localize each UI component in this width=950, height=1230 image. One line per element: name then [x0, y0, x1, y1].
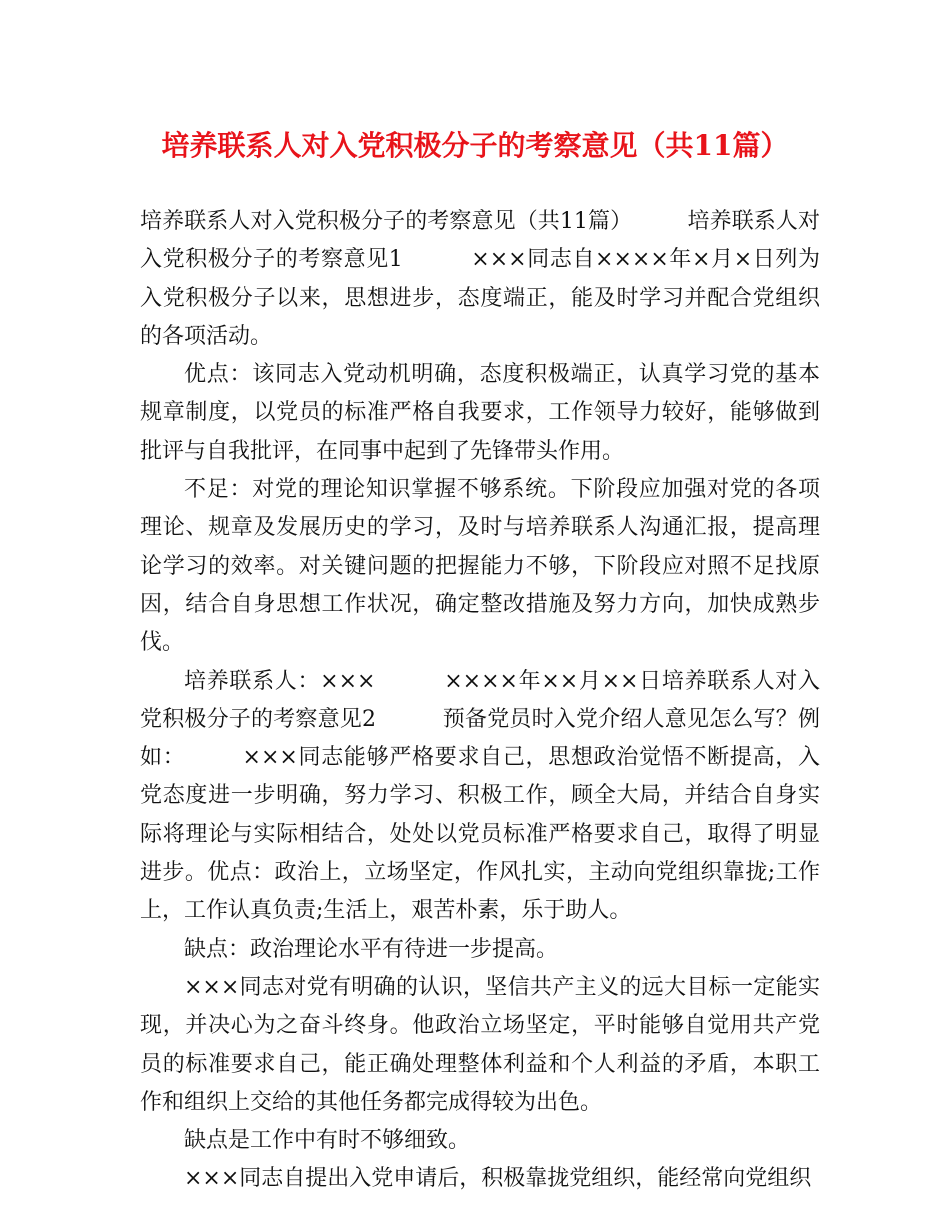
- paragraph-weakness-theory: 缺点：政治理论水平有待进一步提高。: [184, 936, 559, 962]
- paragraph-contact-opinion: 培养联系人：××× ××××年××月××日培养联系人对入党积极分子的考察意见2 预备党员时入党介绍人意见怎么写？例如： ×××同志能够严格要求自己，思想政治觉悟不断提高，入党态度进一步明确，努力学习、积极工作，顾全大局，并结合自身实际将理论与实际相结合，处处以党员标准严格要求自己，取得了明显进步。优点：政治上，立场坚定，作风扎实，主动向党组织靠拢;工作上，工作认真负责;生活上，艰苦朴素，乐于助人。: [140, 668, 820, 924]
- paragraph-party-understanding: ×××同志对党有明确的认识，坚信共产主义的远大目标一定能实现，并决心为之奋斗终身。他政治立场坚定，平时能够自觉用共产党员的标准要求自己，能正确处理整体利益和个人利益的矛盾，本职工作和组织上交给的其他任务都完成得较为出色。: [140, 974, 820, 1115]
- paragraph-intro: 培养联系人对入党积极分子的考察意见（共11篇） 培养联系人对入党积极分子的考察意见1 ×××同志自××××年×月×日列为入党积极分子以来，思想进步，态度端正，能及时学习并配合党组织的各项活动。: [140, 209, 820, 349]
- paragraph-application: ×××同志自提出入党申请后，积极靠拢党组织，能经常向党组织: [184, 1166, 812, 1192]
- document-title: 培养联系人对入党积极分子的考察意见（共11篇）: [161, 129, 789, 162]
- paragraph-weakness-detail: 缺点是工作中有时不够细致。: [184, 1128, 471, 1154]
- paragraph-strengths: 优点：该同志入党动机明确，态度积极端正，认真学习党的基本规章制度，以党员的标准严格自我要求，工作领导力较好，能够做到批评与自我批评，在同事中起到了先锋带头作用。: [140, 362, 820, 464]
- paragraph-shortcomings: 不足：对党的理论知识掌握不够系统。下阶段应加强对党的各项理论、规章及发展历史的学习，及时与培养联系人沟通汇报，提高理论学习的效率。对关键问题的把握能力不够，下阶段应对照不足找原因，结合自身思想工作状况，确定整改措施及努力方向，加快成熟步伐。: [140, 477, 820, 656]
- document-body: [140, 203, 820, 1199]
